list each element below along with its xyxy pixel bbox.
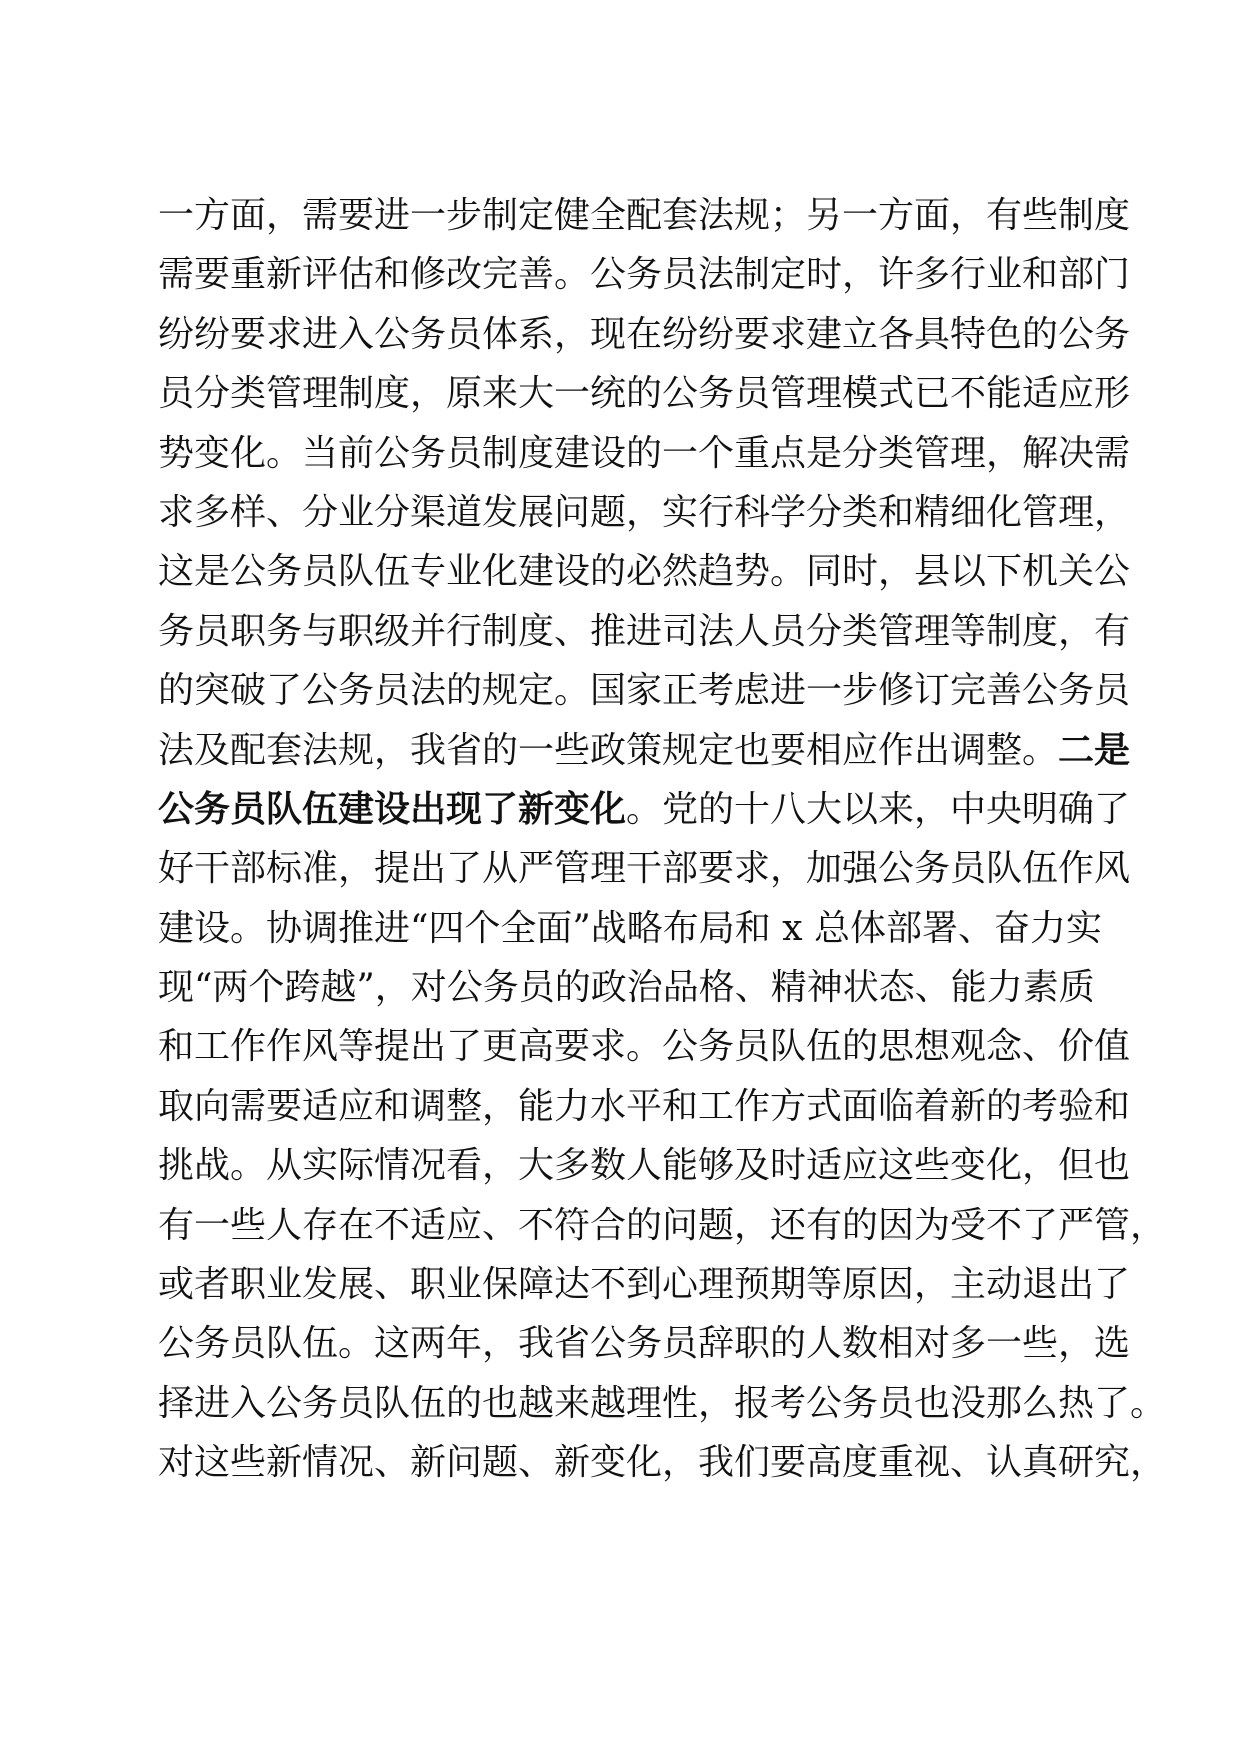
text-line: 和工作作风等提出了更高要求。公务员队伍的思想观念、价值	[158, 1026, 1131, 1068]
text-line: 一方面，需要进一步制定健全配套法规；另一方面，有些制度	[158, 195, 1131, 236]
text-line	[158, 721, 1131, 780]
text-line: 取向需要适应和调整，能力水平和工作方式面临着新的考验和	[158, 1085, 1131, 1127]
text-line: 员分类管理制度，原来大一统的公务员管理模式已不能适应形	[158, 373, 1131, 415]
text-line: 公务员队伍。这两年，我省公务员辞职的人数相对多一些，选	[158, 1323, 1131, 1365]
text-line: 纷纷要求进入公务员体系，现在纷纷要求建立各具特色的公务	[158, 313, 1131, 355]
text-segment: 。党的十八大以来，中央明确了	[626, 788, 1131, 830]
text-segment: 法及配套法规，我省的一些政策规定也要相应作出调整。	[158, 729, 1059, 771]
text-line: 择进入公务员队伍的也越来越理性，报考公务员也没那么热了。	[158, 1382, 1167, 1424]
text-line: 务员职务与职级并行制度、推进司法人员分类管理等制度，有	[158, 610, 1131, 652]
text-line: 对这些新情况、新问题、新变化，我们要高度重视、认真研究，	[158, 1442, 1167, 1484]
body-text	[158, 186, 1167, 1493]
text-line: 势变化。当前公务员制度建设的一个重点是分类管理，解决需	[158, 432, 1131, 474]
text-line: 挑战。从实际情况看，大多数人能够及时适应这些变化，但也	[158, 1145, 1131, 1187]
bold-heading-text: 二是	[1058, 729, 1131, 771]
text-line: 求多样、分业分渠道发展问题，实行科学分类和精细化管理，	[158, 491, 1131, 533]
text-line: 这是公务员队伍专业化建设的必然趋势。同时，县以下机关公	[158, 551, 1131, 593]
text-line: 或者职业发展、职业保障达不到心理预期等原因，主动退出了	[158, 1264, 1131, 1306]
bold-heading-text: 公务员队伍建设出现了新变化	[158, 788, 627, 830]
text-line: 有一些人存在不适应、不符合的问题，还有的因为受不了严管，	[158, 1204, 1167, 1246]
text-line: 的突破了公务员法的规定。国家正考虑进一步修订完善公务员	[158, 670, 1131, 712]
text-line: 现“两个跨越”，对公务员的政治品格、精神状态、能力素质	[158, 967, 1095, 1009]
text-line: 需要重新评估和修改完善。公务员法制定时，许多行业和部门	[158, 254, 1131, 296]
text-line: 建设。协调推进“四个全面”战略布局和 x 总体部署、奋力实	[158, 907, 1102, 949]
text-line	[158, 780, 1131, 839]
text-line: 好干部标准，提出了从严管理干部要求，加强公务员队伍作风	[158, 848, 1131, 890]
